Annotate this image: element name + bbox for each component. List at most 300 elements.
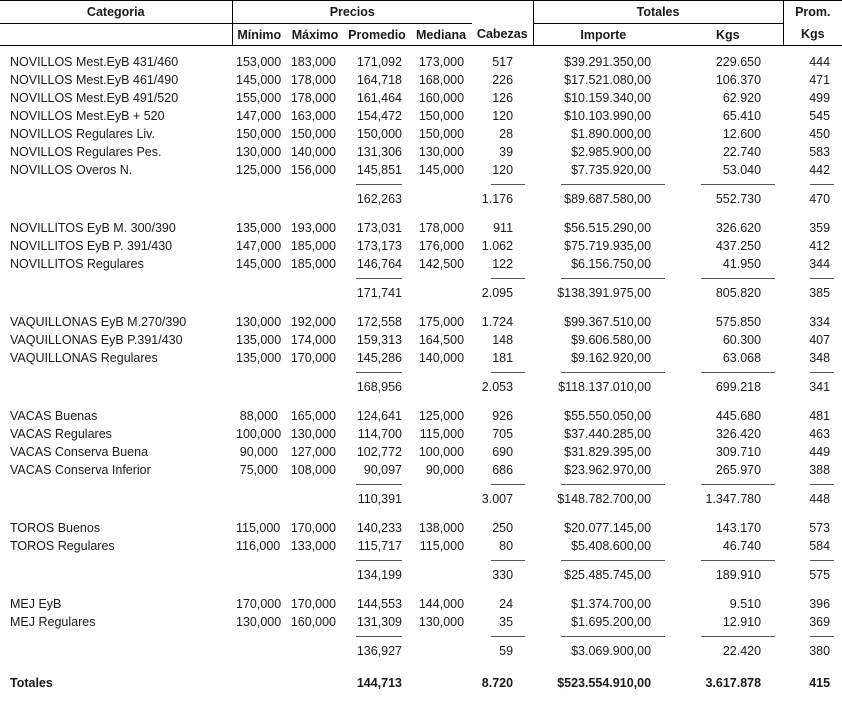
cell-promedio: 102,772 — [356, 445, 402, 459]
grand-total-prom-kgs: 415 — [809, 676, 831, 690]
rule-blank — [0, 367, 232, 378]
cell-importe: $10.103.990,00 — [564, 109, 652, 123]
cell-kgs: 437.250 — [715, 239, 762, 253]
cell-categoria: TOROS Buenos — [10, 521, 101, 535]
rule-blank — [410, 555, 472, 566]
cell-prom-kgs: 583 — [809, 145, 831, 159]
cell-importe: $17.521.080,00 — [564, 73, 652, 87]
subtotal-prom-kgs: 470 — [809, 192, 831, 206]
subtotal-prom-kgs: 575 — [809, 568, 831, 582]
rule-blank — [0, 631, 232, 642]
cell-importe: $39.291.350,00 — [564, 55, 652, 69]
cell-categoria: NOVILLOS Regulares Pes. — [10, 145, 162, 159]
cell-promedio: 173,173 — [356, 239, 402, 253]
rule-blank — [410, 479, 472, 490]
cell-categoria: NOVILLOS Regulares Liv. — [10, 127, 155, 141]
cell-maximo: 185,000 — [290, 239, 336, 253]
rule-cabezas — [472, 479, 533, 490]
rule-cabezas — [472, 367, 533, 378]
cell-prom-kgs: 444 — [809, 55, 831, 69]
rule-importe — [533, 273, 673, 284]
rule-blank — [0, 555, 232, 566]
cell-prom-kgs: 388 — [809, 463, 831, 477]
cell-minimo: 116,000 — [236, 539, 281, 553]
header-totales: Totales — [533, 1, 783, 24]
grand-total-label: Totales — [10, 676, 53, 690]
rule-importe — [533, 179, 673, 190]
header-kgs: Kgs — [673, 24, 783, 46]
spacer-cell — [673, 46, 783, 54]
cell-maximo: 127,000 — [290, 445, 336, 459]
cell-mediana: 164,500 — [418, 333, 465, 347]
cell-minimo: 100,000 — [236, 427, 282, 441]
cell-importe: $23.962.970,00 — [564, 463, 652, 477]
rule-blank — [410, 367, 472, 378]
subtotal-minimo — [232, 490, 286, 508]
table-row — [0, 407, 842, 425]
spacer-cell — [232, 46, 286, 54]
grand-total-row — [0, 671, 842, 695]
cell-importe: $75.719.935,00 — [564, 239, 652, 253]
subtotal-promedio: 168,956 — [356, 380, 402, 394]
cell-importe: $2.985.900,00 — [571, 145, 652, 159]
spacer-cell — [472, 302, 533, 313]
spacer-row — [0, 508, 842, 519]
subtotal-importe: $89.687.580,00 — [564, 192, 652, 206]
spacer-cell — [673, 396, 783, 407]
cell-mediana: 150,000 — [418, 127, 465, 141]
cell-promedio: 124,641 — [356, 409, 402, 423]
cell-cabezas: 126 — [492, 91, 514, 105]
spacer-cell — [673, 584, 783, 595]
rule-blank — [232, 479, 286, 490]
subtotal-promedio: 162,263 — [356, 192, 402, 206]
cell-mediana: 140,000 — [418, 351, 465, 365]
cell-kgs: 309.710 — [715, 445, 762, 459]
rule-kgs — [673, 631, 783, 642]
cell-cabezas: 181 — [492, 351, 514, 365]
rule-blank — [410, 273, 472, 284]
spacer-row — [0, 660, 842, 671]
cell-prom-kgs: 584 — [809, 539, 831, 553]
spacer-cell — [533, 46, 673, 54]
subtotal-prom-kgs: 448 — [809, 492, 831, 506]
cell-promedio: 131,306 — [356, 145, 402, 159]
cell-promedio: 161,464 — [356, 91, 402, 105]
rule-blank — [232, 179, 286, 190]
spacer-cell — [344, 396, 410, 407]
cell-mediana: 130,000 — [418, 145, 465, 159]
cell-minimo: 145,000 — [236, 257, 282, 271]
subtotal-kgs: 552.730 — [715, 192, 762, 206]
subtotal-maximo — [286, 490, 344, 508]
spacer-cell — [783, 508, 842, 519]
cell-maximo: 170,000 — [290, 521, 336, 535]
cell-importe: $5.408.600,00 — [571, 539, 652, 553]
cell-cabezas: 705 — [492, 427, 514, 441]
subtotal-kgs: 805.820 — [715, 286, 762, 300]
subtotal-maximo — [286, 284, 344, 302]
subtotal-minimo — [232, 190, 286, 208]
rule-promedio — [344, 555, 410, 566]
cell-minimo: 170,000 — [236, 597, 282, 611]
table-row — [0, 519, 842, 537]
cell-categoria: TOROS Regulares — [10, 539, 115, 553]
cell-cabezas: 148 — [492, 333, 514, 347]
header-cabezas-spacer — [472, 1, 533, 24]
cell-minimo: 147,000 — [236, 239, 282, 253]
subtotal-minimo — [232, 378, 286, 396]
cell-mediana: 160,000 — [418, 91, 465, 105]
spacer-cell — [286, 208, 344, 219]
cell-minimo: 130,000 — [236, 315, 282, 329]
cell-importe: $1.695.200,00 — [571, 615, 652, 629]
spacer-cell — [533, 508, 673, 519]
rule-blank — [232, 555, 286, 566]
cell-mediana: 144,000 — [418, 597, 465, 611]
cell-promedio: 144,553 — [356, 597, 402, 611]
subtotal-label — [0, 378, 232, 396]
subtotal-mediana — [410, 190, 472, 208]
spacer-cell — [410, 584, 472, 595]
spacer-cell — [533, 208, 673, 219]
header-minimo: Mínimo — [232, 24, 286, 46]
cell-categoria: NOVILLITOS Regulares — [10, 257, 144, 271]
spacer-cell — [344, 584, 410, 595]
cell-promedio: 115,717 — [357, 539, 402, 553]
spacer-row — [0, 208, 842, 219]
subtotal-importe: $138.391.975,00 — [557, 286, 652, 300]
table-row — [0, 613, 842, 631]
cell-prom-kgs: 442 — [809, 163, 831, 177]
table-row — [0, 595, 842, 613]
cell-importe: $9.162.920,00 — [571, 351, 652, 365]
spacer-cell — [0, 396, 232, 407]
rule-prom-kgs — [783, 631, 842, 642]
rule-blank — [286, 555, 344, 566]
cell-categoria: NOVILLOS Mest.EyB 431/460 — [10, 55, 179, 69]
cell-prom-kgs: 359 — [809, 221, 831, 235]
subtotal-kgs: 699.218 — [715, 380, 762, 394]
rule-promedio — [344, 179, 410, 190]
spacer-cell — [410, 660, 472, 671]
spacer-cell — [286, 584, 344, 595]
cell-mediana: 175,000 — [418, 315, 465, 329]
table-row — [0, 143, 842, 161]
cell-minimo: 75,000 — [239, 463, 278, 477]
cell-minimo: 153,000 — [236, 55, 282, 69]
cell-maximo: 170,000 — [290, 597, 336, 611]
subtotal-kgs: 189.910 — [715, 568, 762, 582]
grand-total-minimo — [232, 671, 286, 695]
table-row — [0, 461, 842, 479]
cell-importe: $1.374.700,00 — [571, 597, 652, 611]
spacer-cell — [472, 46, 533, 54]
rule-blank — [286, 179, 344, 190]
cell-categoria: NOVILLOS Mest.EyB 491/520 — [10, 91, 179, 105]
cell-prom-kgs: 369 — [809, 615, 831, 629]
subtotal-minimo — [232, 566, 286, 584]
cell-kgs: 41.950 — [722, 257, 762, 271]
spacer-cell — [533, 302, 673, 313]
subtotal-rule-row — [0, 479, 842, 490]
cell-cabezas: 122 — [492, 257, 514, 271]
subtotal-kgs: 22.420 — [722, 644, 762, 658]
spacer-cell — [472, 396, 533, 407]
rule-prom-kgs — [783, 179, 842, 190]
cell-maximo: 150,000 — [290, 127, 336, 141]
subtotal-cabezas: 2.053 — [481, 380, 514, 394]
cell-maximo: 192,000 — [290, 315, 336, 329]
subtotal-kgs: 1.347.780 — [705, 492, 762, 506]
cell-categoria: VAQUILLONAS EyB P.391/430 — [10, 333, 183, 347]
rule-importe — [533, 367, 673, 378]
cell-mediana: 145,000 — [418, 163, 465, 177]
subtotal-maximo — [286, 190, 344, 208]
spacer-cell — [783, 46, 842, 54]
subtotal-mediana — [410, 566, 472, 584]
cell-categoria: VACAS Conserva Inferior — [10, 463, 151, 477]
cell-kgs: 575.850 — [715, 315, 762, 329]
cell-kgs: 265.970 — [715, 463, 762, 477]
spacer-cell — [232, 660, 286, 671]
table-row — [0, 161, 842, 179]
cell-minimo: 135,000 — [236, 221, 282, 235]
spacer-cell — [673, 508, 783, 519]
cell-importe: $37.440.285,00 — [564, 427, 652, 441]
cell-importe: $55.550.050,00 — [564, 409, 652, 423]
cell-mediana: 138,000 — [418, 521, 465, 535]
cell-categoria: NOVILLOS Overos N. — [10, 163, 133, 177]
cell-promedio: 150,000 — [356, 127, 402, 141]
rule-prom-kgs — [783, 479, 842, 490]
cell-minimo: 115,000 — [236, 521, 281, 535]
cell-cabezas: 690 — [492, 445, 514, 459]
subtotal-rule-row — [0, 367, 842, 378]
cell-maximo: 130,000 — [290, 427, 336, 441]
table-row — [0, 443, 842, 461]
cell-promedio: 173,031 — [356, 221, 402, 235]
cell-promedio: 164,718 — [356, 73, 402, 87]
cell-importe: $31.829.395,00 — [564, 445, 652, 459]
subtotal-row — [0, 566, 842, 584]
spacer-cell — [533, 660, 673, 671]
cell-mediana: 90,000 — [425, 463, 465, 477]
cell-mediana: 142,500 — [418, 257, 465, 271]
cell-categoria: NOVILLOS Mest.EyB 461/490 — [10, 73, 179, 87]
spacer-cell — [410, 208, 472, 219]
header-categoria-blank — [0, 24, 232, 46]
spacer-cell — [344, 660, 410, 671]
cell-cabezas: 35 — [499, 615, 514, 629]
subtotal-importe: $148.782.700,00 — [557, 492, 652, 506]
subtotal-promedio: 134,199 — [356, 568, 402, 582]
grand-total-kgs: 3.617.878 — [705, 676, 762, 690]
spacer-cell — [783, 208, 842, 219]
rule-blank — [286, 631, 344, 642]
cell-prom-kgs: 407 — [809, 333, 831, 347]
spacer-cell — [0, 584, 232, 595]
grand-total-maximo — [286, 671, 344, 695]
rule-kgs — [673, 179, 783, 190]
subtotal-cabezas: 59 — [499, 644, 514, 658]
spacer-cell — [673, 302, 783, 313]
rule-cabezas — [472, 179, 533, 190]
cell-prom-kgs: 499 — [809, 91, 831, 105]
spacer-cell — [472, 208, 533, 219]
cell-cabezas: 28 — [499, 127, 514, 141]
cell-maximo: 140,000 — [290, 145, 336, 159]
cell-kgs: 12.600 — [722, 127, 762, 141]
rule-cabezas — [472, 555, 533, 566]
spacer-cell — [286, 46, 344, 54]
cell-categoria: MEJ Regulares — [10, 615, 96, 629]
cell-mediana: 150,000 — [418, 109, 465, 123]
rule-cabezas — [472, 631, 533, 642]
cell-promedio: 145,851 — [356, 163, 402, 177]
subtotal-mediana — [410, 642, 472, 660]
subtotal-prom-kgs: 385 — [809, 286, 831, 300]
subtotal-promedio: 171,741 — [356, 286, 402, 300]
cell-mediana: 173,000 — [418, 55, 465, 69]
cell-categoria: VACAS Regulares — [10, 427, 112, 441]
cell-cabezas: 686 — [492, 463, 514, 477]
subtotal-row — [0, 284, 842, 302]
cell-importe: $99.367.510,00 — [564, 315, 652, 329]
cell-prom-kgs: 573 — [809, 521, 831, 535]
cell-categoria: NOVILLOS Mest.EyB + 520 — [10, 109, 165, 123]
cell-maximo: 108,000 — [290, 463, 336, 477]
spacer-row — [0, 584, 842, 595]
rule-blank — [0, 479, 232, 490]
spacer-cell — [410, 46, 472, 54]
rule-kgs — [673, 367, 783, 378]
table-row — [0, 125, 842, 143]
rule-blank — [286, 273, 344, 284]
subtotal-mediana — [410, 490, 472, 508]
spacer-cell — [344, 302, 410, 313]
cell-kgs: 445.680 — [715, 409, 762, 423]
rule-prom-kgs — [783, 367, 842, 378]
subtotal-maximo — [286, 642, 344, 660]
cell-minimo: 155,000 — [236, 91, 282, 105]
rule-promedio — [344, 479, 410, 490]
spacer-cell — [472, 584, 533, 595]
cell-minimo: 130,000 — [236, 145, 282, 159]
spacer-row — [0, 302, 842, 313]
grand-total-promedio: 144,713 — [356, 676, 402, 690]
rule-prom-kgs — [783, 273, 842, 284]
rule-blank — [232, 273, 286, 284]
cell-promedio: 171,092 — [356, 55, 402, 69]
spacer-cell — [232, 396, 286, 407]
cell-mediana: 168,000 — [418, 73, 465, 87]
rule-importe — [533, 631, 673, 642]
subtotal-label — [0, 642, 232, 660]
header-prom-kgs: Kgs — [783, 24, 842, 46]
subtotal-row — [0, 378, 842, 396]
rule-kgs — [673, 273, 783, 284]
subtotal-row — [0, 490, 842, 508]
cell-cabezas: 226 — [492, 73, 514, 87]
spacer-cell — [783, 660, 842, 671]
cell-cabezas: 517 — [492, 55, 514, 69]
subtotal-cabezas: 3.007 — [481, 492, 514, 506]
cell-kgs: 60.300 — [722, 333, 762, 347]
cell-promedio: 145,286 — [356, 351, 402, 365]
cell-prom-kgs: 449 — [809, 445, 831, 459]
cell-kgs: 46.740 — [722, 539, 762, 553]
cell-maximo: 178,000 — [290, 73, 336, 87]
table-row — [0, 537, 842, 555]
spacer-cell — [286, 302, 344, 313]
spacer-cell — [673, 208, 783, 219]
table-row — [0, 219, 842, 237]
cell-promedio: 131,309 — [356, 615, 402, 629]
cell-minimo: 130,000 — [236, 615, 282, 629]
spacer-cell — [472, 508, 533, 519]
table-head — [0, 1, 842, 46]
cell-prom-kgs: 334 — [809, 315, 831, 329]
cell-cabezas: 911 — [493, 221, 514, 235]
spacer-cell — [673, 660, 783, 671]
spacer-cell — [783, 302, 842, 313]
cell-promedio: 90,097 — [363, 463, 402, 477]
cell-maximo: 170,000 — [290, 351, 336, 365]
spacer-cell — [0, 508, 232, 519]
rule-importe — [533, 479, 673, 490]
cell-categoria: VAQUILLONAS EyB M.270/390 — [10, 315, 187, 329]
subtotal-cabezas: 2.095 — [481, 286, 514, 300]
cell-prom-kgs: 471 — [809, 73, 831, 87]
rule-blank — [0, 179, 232, 190]
spacer-cell — [232, 584, 286, 595]
table-row — [0, 255, 842, 273]
subtotal-rule-row — [0, 273, 842, 284]
cell-kgs: 229.650 — [715, 55, 762, 69]
cell-minimo: 90,000 — [239, 445, 278, 459]
spacer-row — [0, 46, 842, 54]
rule-blank — [286, 479, 344, 490]
header-prom: Prom. — [783, 1, 842, 24]
rule-blank — [410, 631, 472, 642]
subtotal-rule-row — [0, 179, 842, 190]
rule-blank — [0, 273, 232, 284]
spacer-cell — [410, 508, 472, 519]
rule-prom-kgs — [783, 555, 842, 566]
subtotal-maximo — [286, 378, 344, 396]
spacer-cell — [286, 396, 344, 407]
cell-mediana: 100,000 — [418, 445, 465, 459]
cell-kgs: 326.620 — [715, 221, 762, 235]
spacer-cell — [472, 660, 533, 671]
cell-kgs: 62.920 — [722, 91, 762, 105]
table-row — [0, 237, 842, 255]
header-cabezas: Cabezas — [472, 24, 533, 46]
cell-importe: $6.156.750,00 — [571, 257, 652, 271]
table-row — [0, 53, 842, 71]
cell-cabezas: 926 — [492, 409, 514, 423]
cell-minimo: 145,000 — [236, 73, 282, 87]
header-maximo: Máximo — [286, 24, 344, 46]
cell-cabezas: 1.062 — [481, 239, 514, 253]
cell-kgs: 65.410 — [722, 109, 762, 123]
cell-importe: $1.890.000,00 — [571, 127, 652, 141]
table-row — [0, 349, 842, 367]
cell-minimo: 88,000 — [239, 409, 278, 423]
rule-promedio — [344, 367, 410, 378]
cell-promedio: 140,233 — [356, 521, 402, 535]
